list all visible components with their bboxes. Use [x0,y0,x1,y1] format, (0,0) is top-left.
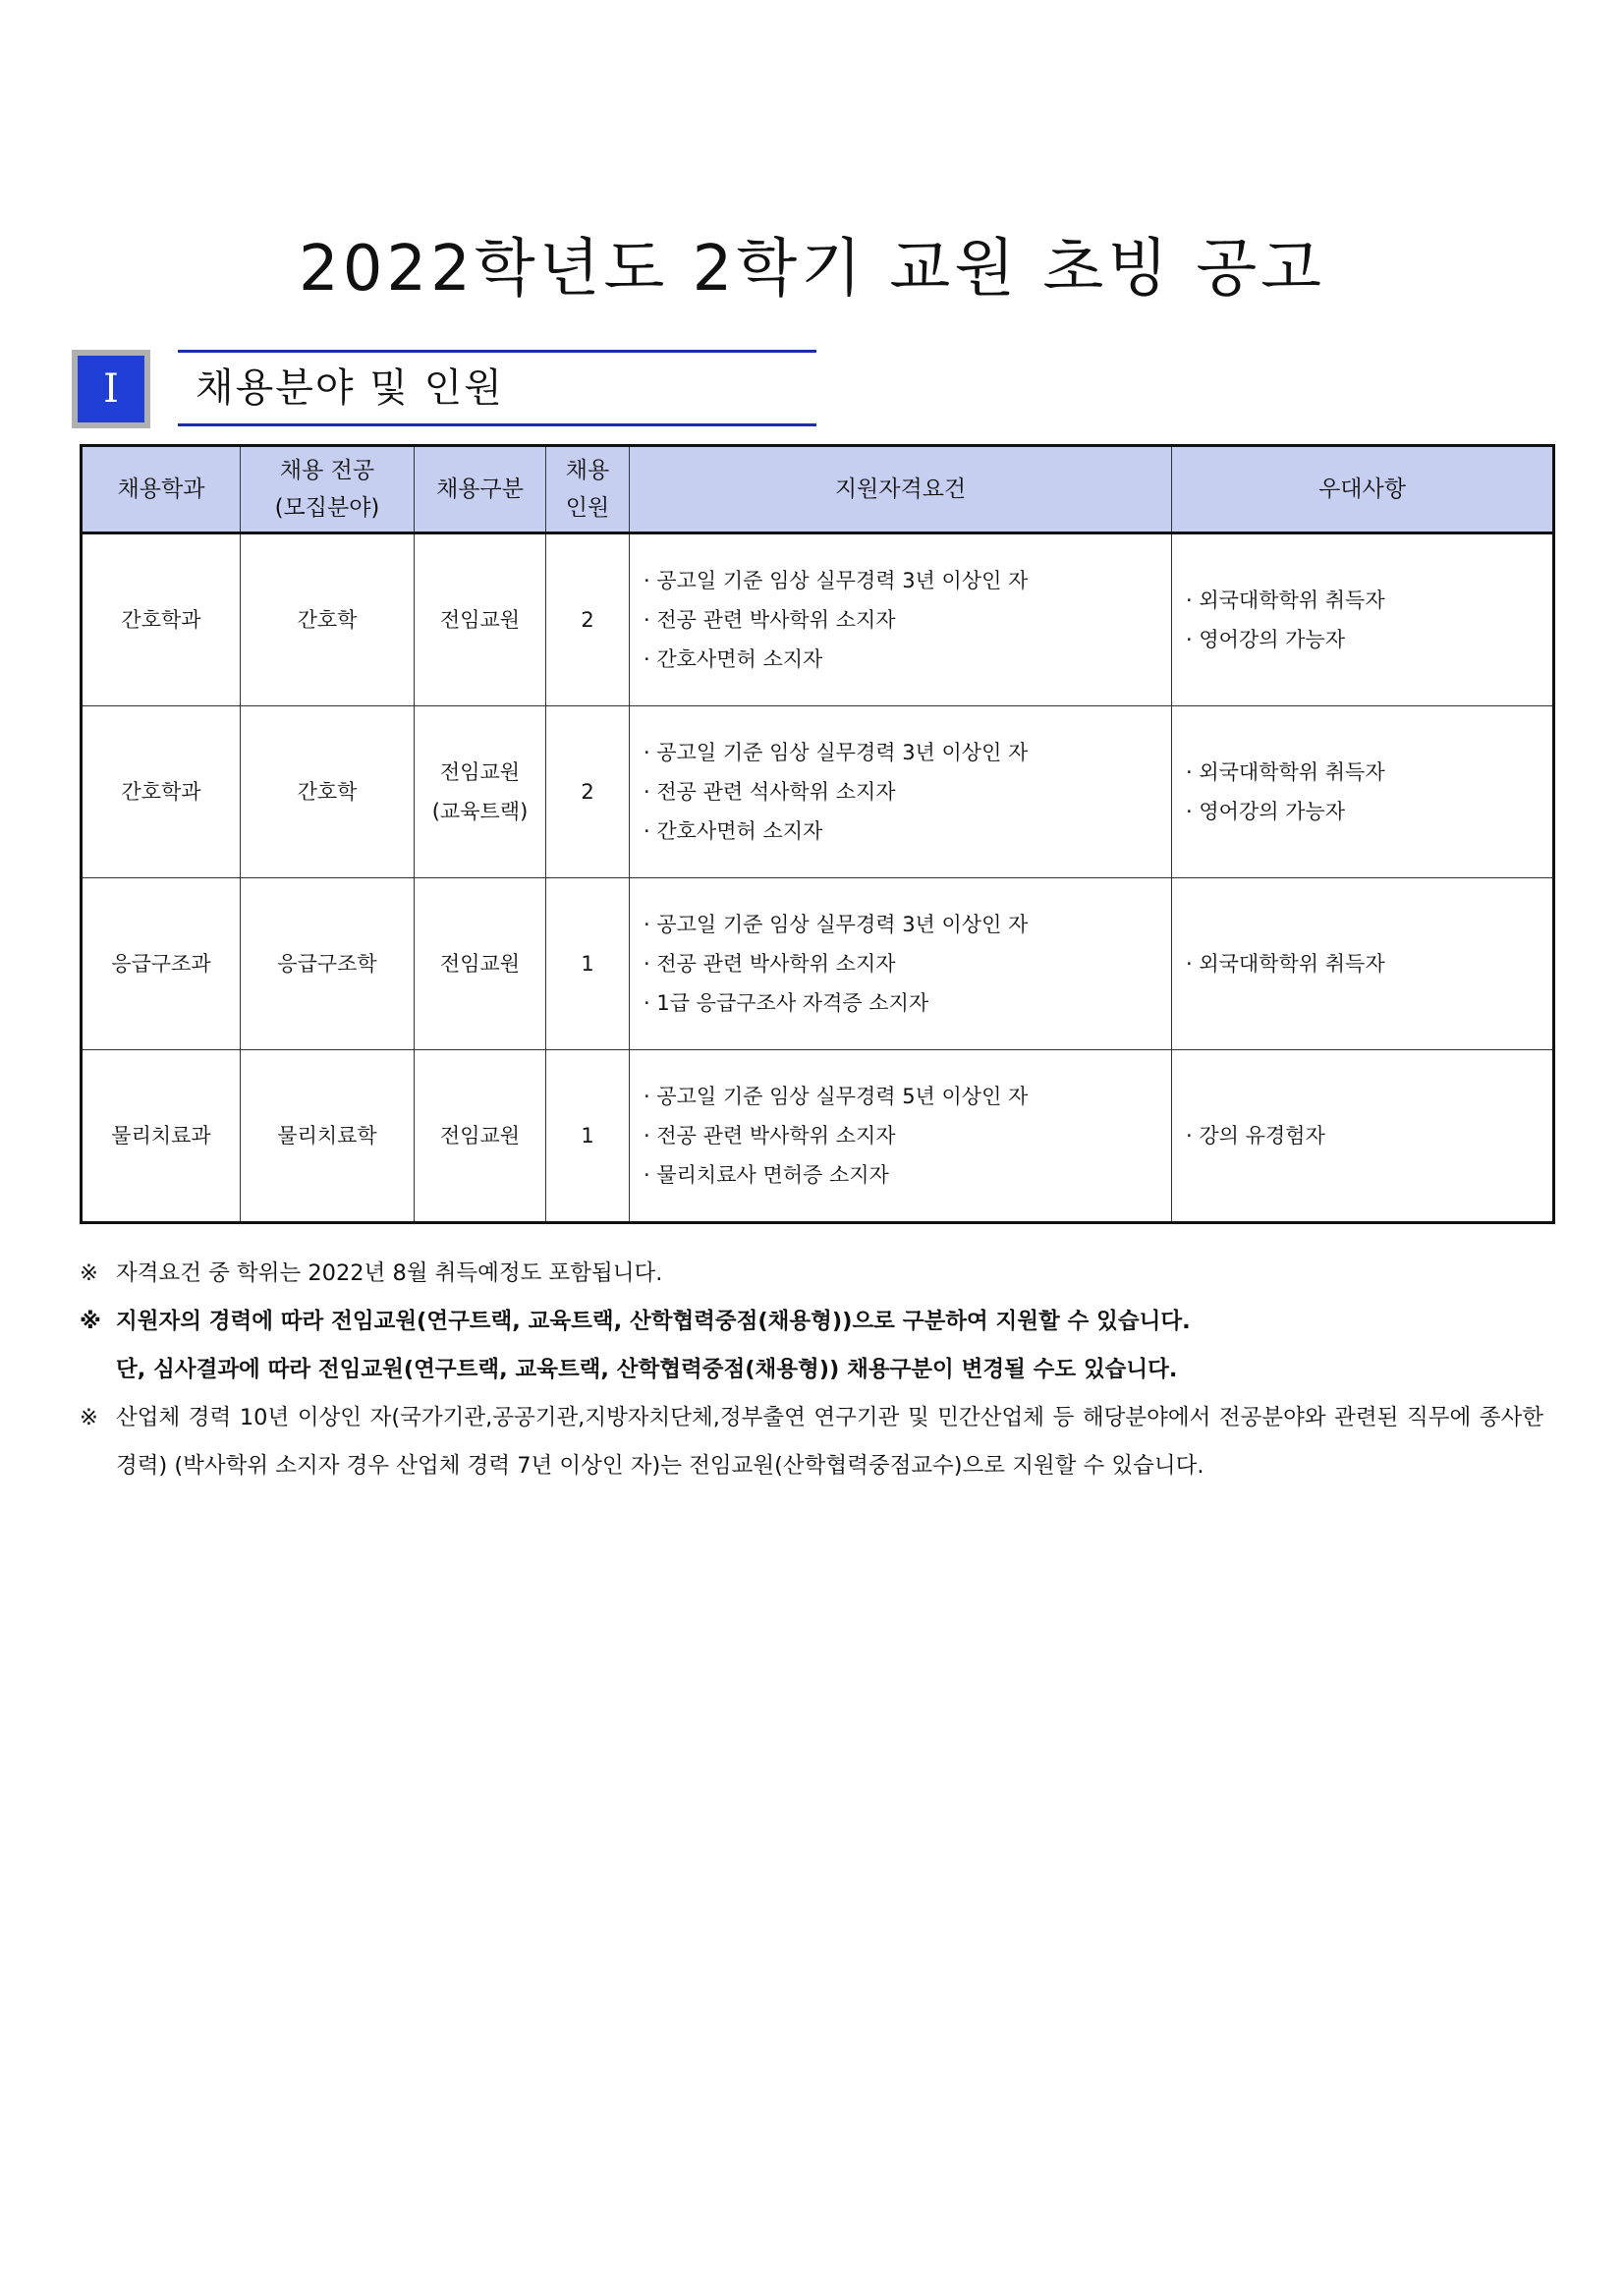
requirement-item: · 물리치료사 면허증 소지자 [644,1163,889,1187]
preferred-item: · 강의 유경험자 [1186,1124,1325,1148]
cell-type: 전임교원 [415,1050,546,1223]
note-degree [80,1250,1543,1298]
table-row [82,706,1554,878]
preferred-item: · 영어강의 가능자 [1186,800,1346,823]
cell-preferred [1172,706,1554,878]
cell-count: 2 [546,533,630,706]
cell-requirements [630,533,1172,706]
cell-dept: 물리치료과 [82,1050,241,1223]
section-number: Ⅰ [78,356,144,422]
note-text: 지원자의 경력에 따라 전임교원(연구트랙, 교육트랙, 산학협력중점(채용형))으로 구분하여 지원할 수 있습니다. [116,1309,1191,1334]
cell-type-sub: (교육트랙) [431,800,529,823]
note-industry [80,1394,1543,1490]
preferred-item: · 영어강의 가능자 [1186,628,1346,651]
cell-type: 전임교원 [415,533,546,706]
header-major [241,446,415,533]
cell-preferred [1172,533,1554,706]
cell-major: 간호학 [241,533,415,706]
requirement-item: · 공고일 기준 임상 실무경력 3년 이상인 자 [644,913,1029,936]
note-track [80,1298,1543,1346]
cell-requirements [630,706,1172,878]
cell-preferred [1172,1050,1554,1223]
header-requirements: 지원자격요건 [630,446,1172,533]
requirement-item: · 간호사면허 소지자 [644,647,823,671]
header-major-line1: 채용 전공 [279,458,375,483]
cell-requirements [630,1050,1172,1223]
cell-preferred [1172,878,1554,1050]
cell-requirements [630,878,1172,1050]
notes [80,1250,1543,1490]
requirement-item: · 전공 관련 박사학위 소지자 [644,952,896,976]
note-mark: ※ [80,1405,98,1430]
preferred-item: · 외국대학학위 취득자 [1186,760,1385,784]
cell-major: 응급구조학 [241,878,415,1050]
cell-type [415,706,546,878]
note-mark: ※ [80,1260,98,1286]
header-dept: 채용학과 [82,446,241,533]
note-text: 자격요건 중 학위는 2022년 8월 취득예정도 포함됩니다. [116,1260,663,1286]
requirement-item: · 전공 관련 박사학위 소지자 [644,608,896,632]
header-count [546,446,630,533]
cell-type: 전임교원 [415,878,546,1050]
recruitment-table [80,444,1555,1224]
section-header [72,350,799,428]
requirement-item: · 공고일 기준 임상 실무경력 3년 이상인 자 [644,741,1029,764]
header-type: 채용구분 [415,446,546,533]
requirement-item: · 공고일 기준 임상 실무경력 3년 이상인 자 [644,569,1029,592]
cell-major: 간호학 [241,706,415,878]
requirement-item: · 전공 관련 석사학위 소지자 [644,780,896,804]
note-text: 산업체 경력 10년 이상인 자(국가기관,공공기관,지방자치단체,정부출연 연구기관 및 민간산업체 등 해당분야에서 전공분야와 관련된 직무에 종사한 경력) (박사학위 소지자 경우 산업체 경력 7년 이상인 자)는 전임교원(산학협력중점교수)으로 지원할 수 있습니다. [116,1405,1543,1479]
header-count-line2: 인원 [565,495,610,521]
section-title: 채용분야 및 인원 [178,350,816,426]
header-preferred: 우대사항 [1172,446,1554,533]
cell-major: 물리치료학 [241,1050,415,1223]
note-text: 단, 심사결과에 따라 전임교원(연구트랙, 교육트랙, 산학협력중점(채용형)) 채용구분이 변경될 수도 있습니다. [116,1357,1178,1382]
cell-type-main: 전임교원 [439,760,521,784]
preferred-item: · 외국대학학위 취득자 [1186,952,1385,976]
section-number-box [72,350,150,428]
table-row [82,1050,1554,1223]
cell-count: 2 [546,706,630,878]
requirement-item: · 1급 응급구조사 자격증 소지자 [644,991,929,1015]
table-row [82,878,1554,1050]
note-track-change [80,1346,1543,1394]
cell-dept: 간호학과 [82,533,241,706]
header-major-line2: (모집분야) [274,495,380,521]
note-mark: ※ [80,1309,101,1334]
table-row [82,533,1554,706]
preferred-item: · 외국대학학위 취득자 [1186,588,1385,612]
requirement-item: · 공고일 기준 임상 실무경력 5년 이상인 자 [644,1085,1029,1108]
cell-count: 1 [546,878,630,1050]
requirement-item: · 전공 관련 박사학위 소지자 [644,1124,896,1148]
requirement-item: · 간호사면허 소지자 [644,819,823,843]
header-count-line1: 채용 [565,458,610,483]
page-title: 2022학년도 2학기 교원 초빙 공고 [298,233,1326,306]
cell-dept: 간호학과 [82,706,241,878]
table-header-row [82,446,1554,533]
cell-count: 1 [546,1050,630,1223]
cell-dept: 응급구조과 [82,878,241,1050]
